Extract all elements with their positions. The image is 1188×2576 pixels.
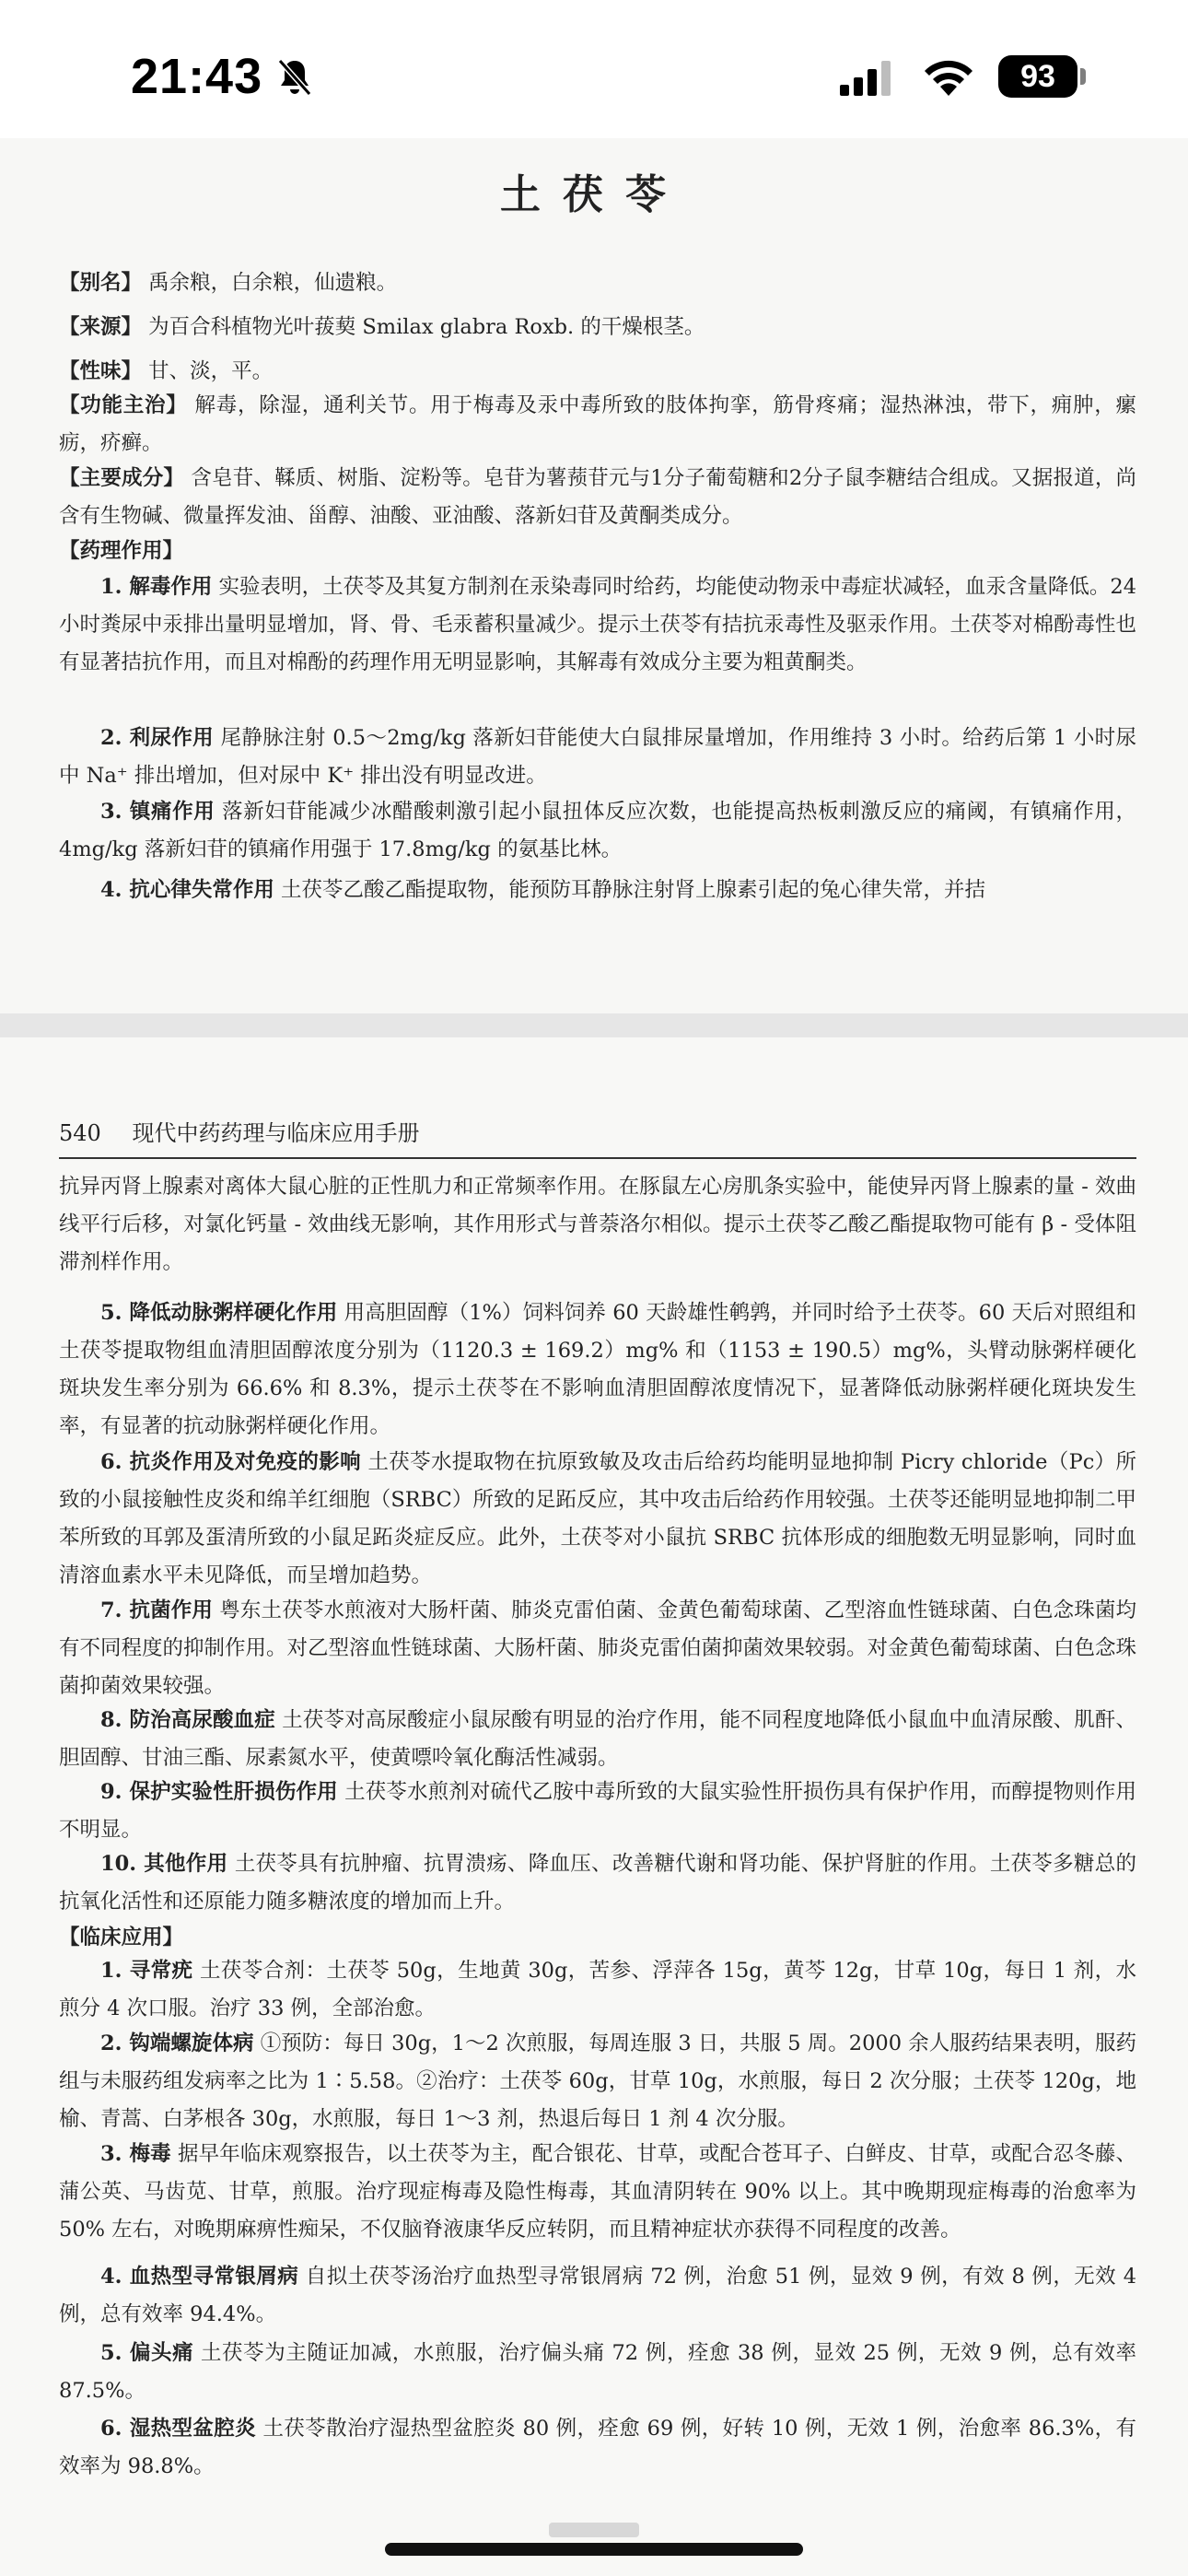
battery-tip (1080, 68, 1086, 85)
entry-label: 【来源】 (59, 315, 143, 339)
item-text: 自拟土茯苓汤治疗血热型寻常银屑病 72 例，治愈 51 例，显效 9 例，有效 8 例，无效 4 例，总有效率 94.4%。 (59, 2265, 1137, 2326)
entry-source (59, 309, 1136, 346)
item-text: 土茯苓散治疗湿热型盆腔炎 80 例，痊愈 69 例，好转 10 例，无效 1 例，治愈率 86.3%，有效率为 98.8%。 (59, 2417, 1136, 2478)
cellular-signal-icon (840, 61, 895, 100)
pharm-item-2 (59, 720, 1136, 795)
entry-label: 【临床应用】 (59, 1926, 184, 1950)
entry-text: 含皂苷、鞣质、树脂、淀粉等。皂苷为薯蓣苷元与1分子葡萄糖和2分子鼠李糖结合组成。又据报道，尚含有生物碱、微量挥发油、甾醇、油酸、亚油酸、落新妇苷及黄酮类成分。 (59, 466, 1136, 528)
item-text: 实验表明，土茯苓及其复方制剂在汞染毒同时给药，均能使动物汞中毒症状减轻，血汞含量降低。24 小时粪尿中汞排出量明显增加，肾、骨、毛汞蓄积量减少。提示土茯苓有拮抗汞毒性及驱汞作用。土茯苓对棉酚毒性也有显著拮抗作用，而且对棉酚的药理作用无明显影响，其解毒有效成分主要为粗黄酮类。 (59, 575, 1137, 674)
entry-text: 禹余粮，白余粮，仙遗粮。 (148, 271, 398, 295)
item-label: 1. 寻常疣 (100, 1959, 193, 1983)
clinical-item-3 (59, 2136, 1136, 2249)
clinical-item-1 (59, 1952, 1136, 2028)
entry-ingredients (59, 460, 1136, 535)
item-label: 2. 利尿作用 (100, 726, 215, 750)
status-time: 21:43 (131, 49, 263, 104)
book-title: 现代中药药理与临床应用手册 (132, 1120, 420, 1146)
entry-label: 【药理作用】 (59, 539, 184, 563)
clinical-item-5 (59, 2335, 1136, 2410)
clinical-item-2 (59, 2025, 1136, 2138)
clinical-item-6 (59, 2410, 1136, 2486)
item-text: 尾静脉注射 0.5～2mg/kg 落新妇苷能使大白鼠排尿量增加，作用维持 3 小时。给药后第 1 小时尿中 Na⁺ 排出增加，但对尿中 K⁺ 排出没有明显改进。 (59, 726, 1137, 788)
wifi-icon (921, 57, 976, 101)
bell-slash-icon (276, 57, 313, 101)
item-label: 5. 降低动脉粥样硬化作用 (100, 1301, 338, 1325)
item-text: ①预防：每日 30g，1～2 次煎服，每周连服 3 日，共服 5 周。2000 余人服药结果表明，服药组与未服药组发病率之比为 1∶5.58。②治疗：土茯苓 60g，甘草 10g，水煎服，每日 2 次分服；土茯苓 120g，地榆、青蒿、白茅根各 30g，水煎服，每日 1～3 剂，热退后每日 1 剂 4 次分服。 (59, 2032, 1137, 2131)
item-label: 6. 抗炎作用及对免疫的影响 (100, 1450, 361, 1474)
item-text: 据早年临床观察报告，以土茯苓为主，配合银花、甘草，或配合苍耳子、白鲜皮、甘草，或配合忍冬藤、蒲公英、马齿苋、甘草，煎服。治疗现症梅毒及隐性梅毒，其血清阴转在 90% 以上。其中晚期现症梅毒的治愈率为 50% 左右，对晚期麻痹性痴呆，不仅脑脊液康华反应转阴，而且精神症状亦获得不同程度的改善。 (59, 2142, 1137, 2242)
pharm-item-10 (59, 1845, 1136, 1921)
item-text: 土茯苓合剂：土茯苓 50g，生地黄 30g，苦参、浮萍各 15g，黄芩 12g，甘草 10g，每日 1 剂，水煎分 4 次口服。治疗 33 例，全部治愈。 (59, 1959, 1136, 2020)
item-text: 粤东土茯苓水煎液对大肠杆菌、肺炎克雷伯菌、金黄色葡萄球菌、乙型溶血性链球菌、白色念珠菌均有不同程度的抑制作用。对乙型溶血性链球菌、大肠杆菌、肺炎克雷伯菌抑菌效果较弱。对金黄色葡萄球菌、白色念珠菌抑菌效果较强。 (59, 1598, 1137, 1698)
item-label: 10. 其他作用 (100, 1852, 228, 1876)
item-text: 用高胆固醇（1%）饲料饲养 60 天龄雄性鹌鹑，并同时给予土茯苓。60 天后对照组和土茯苓提取物组血清胆固醇浓度分别为（1120.3 ± 169.2）mg% 和（1153 ± 190.5）mg%，头臂动脉粥样硬化斑块发生率分别为 66.6% 和 8.3%，提示土茯苓在不影响血清胆固醇浓度情况下，显著降低动脉粥样硬化斑块发生率，有显著的抗动脉粥样硬化作用。 (59, 1301, 1136, 1438)
section-pharmacology-heading (59, 533, 1136, 570)
entry-label: 【别名】 (59, 271, 143, 295)
item-text: 落新妇苷能减少冰醋酸刺激引起小鼠扭体反应次数，也能提高热板刺激反应的痛阈，有镇痛作用，4mg/kg 落新妇苷的镇痛作用强于 17.8mg/kg 的氨基比林。 (59, 800, 1136, 861)
entry-label: 【性味】 (59, 359, 143, 383)
pharm-item-3 (59, 793, 1136, 869)
item-text: 土茯苓为主随证加减，水煎服，治疗偏头痛 72 例，痊愈 38 例，显效 25 例，无效 9 例，总有效率 87.5%。 (59, 2341, 1136, 2403)
pharm-item-7 (59, 1592, 1136, 1705)
item-label: 8. 防治高尿酸血症 (100, 1708, 275, 1732)
pharm-item-5 (59, 1294, 1136, 1446)
item-label: 9. 保护实验性肝损伤作用 (100, 1780, 338, 1804)
item-label: 6. 湿热型盆腔炎 (100, 2417, 256, 2441)
pharm-item-1 (59, 568, 1136, 682)
pharm-item-6 (59, 1444, 1136, 1595)
item-label: 4. 抗心律失常作用 (100, 878, 274, 902)
battery-icon: 93 (998, 55, 1077, 98)
entry-text: 解毒，除湿，通利关节。用于梅毒及汞中毒所致的肢体拘挛，筋骨疼痛；湿热淋浊，带下，痈肿，瘰疬，疥癣。 (59, 393, 1136, 455)
section-clinical-heading (59, 1919, 1136, 1957)
item-label: 1. 解毒作用 (100, 575, 213, 599)
paragraph-continuation (59, 1168, 1136, 1282)
entry-text: 为百合科植物光叶菝葜 Smilax glabra Roxb. 的干燥根茎。 (148, 315, 705, 339)
item-label: 3. 梅毒 (100, 2142, 171, 2166)
item-text: 土茯苓对高尿酸症小鼠尿酸有明显的治疗作用，能不同程度地降低小鼠血中血清尿酸、肌酐、胆固醇、甘油三酯、尿素氮水平，使黄嘌呤氧化酶活性减弱。 (59, 1708, 1136, 1770)
entry-alias (59, 264, 1136, 302)
pharm-item-9 (59, 1774, 1136, 1849)
home-indicator[interactable] (385, 2543, 803, 2556)
item-label: 2. 钩端螺旋体病 (100, 2032, 254, 2055)
entry-label: 【主要成分】 (59, 466, 185, 490)
page-number: 540 (59, 1120, 101, 1146)
status-bar (0, 0, 1188, 157)
item-label: 4. 血热型寻常银屑病 (100, 2265, 299, 2289)
page-title: 土茯苓 (500, 171, 688, 218)
item-text: 抗异丙肾上腺素对离体大鼠心脏的正性肌力和正常频率作用。在豚鼠左心房肌条实验中，能使异丙肾上腺素的量 - 效曲线平行后移，对氯化钙量 - 效曲线无影响，其作用形式与普萘洛尔相似。提示土茯苓乙酸乙酯提取物可能有 β - 受体阻滞剂样作用。 (59, 1175, 1136, 1274)
scroll-indicator (549, 2523, 639, 2537)
entry-text: 甘、淡，平。 (148, 359, 274, 383)
item-label: 3. 镇痛作用 (100, 800, 215, 824)
clinical-item-4 (59, 2258, 1136, 2334)
pharm-item-8 (59, 1702, 1136, 1777)
item-text: 土茯苓水煎剂对硫代乙胺中毒所致的大鼠实验性肝损伤具有保护作用，而醇提物则作用不明显。 (59, 1780, 1137, 1842)
running-head (59, 1115, 1136, 1147)
item-text: 土茯苓乙酸乙酯提取物，能预防耳静脉注射肾上腺素引起的兔心律失常，并拮 (280, 878, 985, 902)
header-rule (59, 1157, 1136, 1159)
pharm-item-4 (59, 872, 1136, 909)
page-divider (0, 1013, 1188, 1037)
entry-property (59, 353, 1136, 391)
entry-function (59, 387, 1136, 463)
item-label: 7. 抗菌作用 (100, 1598, 213, 1622)
item-text: 土茯苓具有抗肿瘤、抗胃溃疡、降血压、改善糖代谢和肾功能、保护肾脏的作用。土茯苓多糖总的抗氧化活性和还原能力随多糖浓度的增加而上升。 (59, 1852, 1136, 1914)
item-label: 5. 偏头痛 (100, 2341, 194, 2365)
item-text: 土茯苓水提取物在抗原致敏及攻击后给药均能明显地抑制 Picry chloride（Pc）所致的小鼠接触性皮炎和绵羊红细胞（SRBC）所致的足跖反应，其中攻击后给药作用较强。土茯苓还能明显地抑制二甲苯所致的耳郭及蛋清所致的小鼠足跖炎症反应。此外，土茯苓对小鼠抗 SRBC 抗体形成的细胞数无明显影响，同时血清溶血素水平未见降低，而呈增加趋势。 (59, 1450, 1136, 1587)
entry-label: 【功能主治】 (59, 393, 188, 417)
